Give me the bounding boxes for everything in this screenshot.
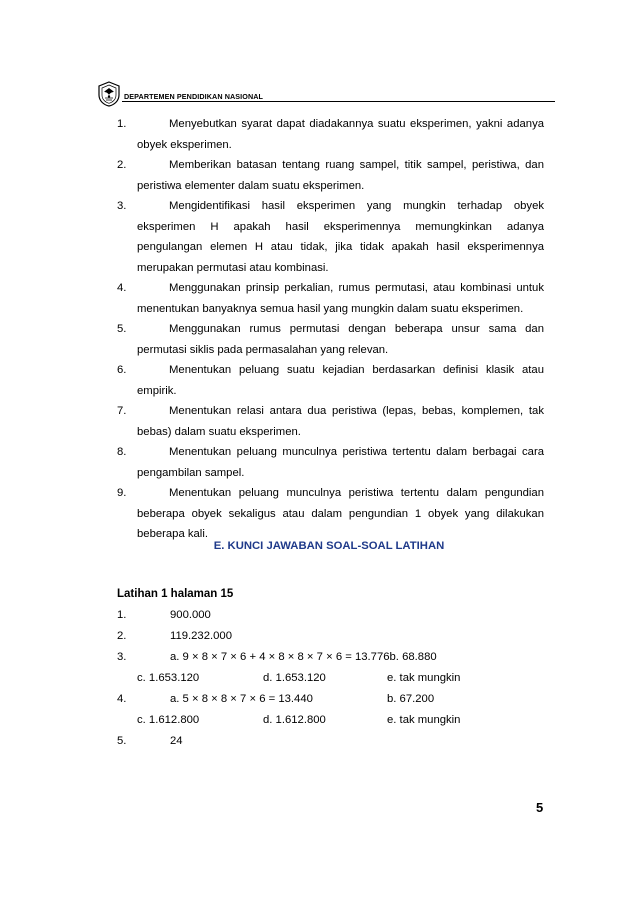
objective-line: Menentukan peluang suatu kejadian berdasarkan definisi klasik atau (169, 364, 544, 376)
answer-number: 5. (117, 735, 127, 747)
objective-line: merupakan permutasi atau kombinasi. (137, 261, 329, 274)
objective-item (117, 278, 544, 319)
answer-row (117, 689, 547, 710)
objective-line: Menentukan peluang munculnya peristiwa tertentu dalam berbagai cara (169, 446, 544, 458)
objective-line: pengambilan sampel. (137, 466, 245, 479)
objective-line: bebas) dalam suatu eksperimen. (137, 425, 301, 438)
objective-text (137, 360, 544, 401)
objective-line: peristiwa elementer dalam suatu eksperimen. (137, 179, 365, 192)
objective-line: beberapa obyek sekaligus atau dalam pengundian 1 obyek yang dilakukan (137, 507, 544, 520)
objective-line: Menentukan peluang munculnya peristiwa tertentu dalam pengundian (169, 487, 544, 499)
objective-item (117, 442, 544, 483)
objective-line: Menggunakan rumus permutasi dengan beberapa unsur sama dan (169, 323, 544, 335)
header-divider (122, 101, 555, 102)
answer-number: 1. (117, 609, 127, 621)
answer-value: 119.232.000 (170, 630, 232, 642)
answer-option-e: e. tak mungkin (387, 714, 461, 726)
objective-item (117, 319, 544, 360)
objective-line: permutasi siklis pada permasalahan yang relevan. (137, 343, 389, 356)
objective-number: 4. (117, 282, 127, 294)
objective-text (137, 483, 544, 545)
answer-option-d: d. 1.612.800 (263, 714, 326, 726)
objective-number: 6. (117, 364, 127, 376)
objective-text (137, 114, 544, 155)
section-title: E. KUNCI JAWABAN SOAL-SOAL LATIHAN (213, 540, 445, 552)
objective-number: 2. (117, 159, 127, 171)
objective-line: Mengidentifikasi hasil eksperimen yang mungkin terhadap obyek (169, 200, 544, 212)
answer-value: a. 5 × 8 × 8 × 7 × 6 = 13.440 (170, 693, 313, 705)
objective-text (137, 155, 544, 196)
objective-line: empirik. (137, 384, 177, 397)
objective-number: 5. (117, 323, 127, 335)
answer-number: 4. (117, 693, 127, 705)
tut-wuri-handayani-emblem-icon (95, 80, 123, 108)
objective-number: 8. (117, 446, 127, 458)
objective-line: Menyebutkan syarat dapat diadakannya suatu eksperimen, yakni adanya (169, 118, 544, 130)
answer-number: 3. (117, 651, 127, 663)
answer-key-title: Latihan 1 halaman 15 (117, 588, 234, 600)
objective-line: pengulangan elemen H atau tidak, jika tidak apakah hasil eksperimennya (137, 241, 544, 253)
objective-number: 1. (117, 118, 127, 130)
objective-text (137, 196, 544, 278)
answer-value: 900.000 (170, 609, 211, 621)
answer-row (117, 605, 547, 626)
answer-option-d: d. 1.653.120 (263, 672, 326, 684)
objective-line: Menentukan relasi antara dua peristiwa (lepas, bebas, komplemen, tak (169, 405, 544, 417)
objective-item (117, 360, 544, 401)
answer-option-e: e. tak mungkin (387, 672, 461, 684)
objectives-list (117, 114, 544, 545)
objective-text (137, 401, 544, 442)
answer-row (117, 626, 547, 647)
answer-key (117, 584, 547, 752)
page-number: 5 (536, 800, 544, 815)
page-header (95, 80, 555, 110)
answer-row (117, 668, 547, 689)
answer-row (117, 731, 547, 752)
objective-text (137, 319, 544, 360)
objective-item (117, 196, 544, 278)
objective-item (117, 114, 544, 155)
answer-value: 24 (170, 735, 183, 747)
answer-number: 2. (117, 630, 127, 642)
objective-line: menentukan banyaknya semua hasil yang mungkin dalam suatu eksperimen. (137, 302, 524, 315)
objective-number: 9. (117, 487, 127, 499)
objective-number: 3. (117, 200, 127, 212)
objective-line: obyek eksperimen. (137, 138, 232, 151)
answer-option-c: c. 1.653.120 (137, 672, 200, 684)
objective-text (137, 278, 544, 319)
objective-item (117, 401, 544, 442)
objective-item (117, 155, 544, 196)
answer-option-c: c. 1.612.800 (137, 714, 200, 726)
objective-line: Menggunakan prinsip perkalian, rumus permutasi, atau kombinasi untuk (169, 282, 544, 294)
answer-value: a. 9 × 8 × 7 × 6 + 4 × 8 × 8 × 7 × 6 = 13.776b. 68.880 (170, 651, 437, 663)
header-title: DEPARTEMEN PENDIDIKAN NASIONAL (124, 92, 264, 101)
objective-line: eksperimen H apakah hasil eksperimennya memungkinkan adanya (137, 220, 544, 233)
objective-item (117, 483, 544, 545)
objective-text (137, 442, 544, 483)
answer-option-b: b. 67.200 (387, 693, 435, 705)
objective-line: Memberikan batasan tentang ruang sampel, titik sampel, peristiwa, dan (169, 159, 544, 171)
objective-line: beberapa kali. (137, 528, 208, 540)
objective-number: 7. (117, 405, 127, 417)
answer-row (117, 710, 547, 731)
answer-row (117, 647, 547, 668)
